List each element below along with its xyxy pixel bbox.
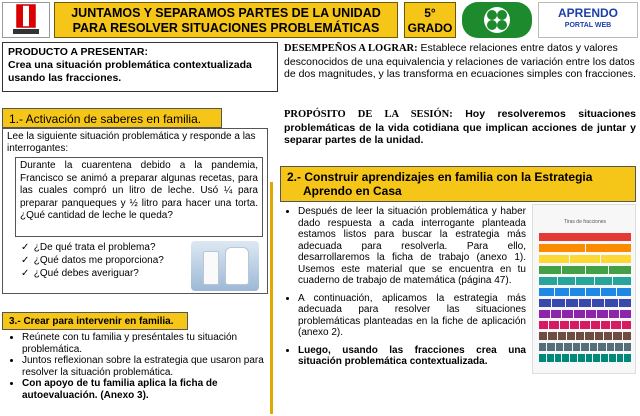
fraction-strip-row bbox=[539, 354, 631, 362]
fraction-strip-cell bbox=[539, 266, 561, 274]
desempenos-block bbox=[282, 42, 638, 81]
fraction-strip-cell bbox=[539, 354, 546, 362]
product-label: PRODUCTO A PRESENTAR: bbox=[8, 46, 149, 58]
question-text: ¿Qué datos me proporciona? bbox=[33, 255, 164, 266]
milk-glass-icon bbox=[203, 251, 219, 285]
fraction-strip-cell bbox=[586, 310, 597, 318]
fraction-strip-cell bbox=[601, 288, 616, 296]
fraction-strip-cell bbox=[573, 343, 580, 351]
fraction-strip-cell bbox=[617, 288, 632, 296]
list-item: • Luego, usando las fracciones crea una situación problemática contextualizada. bbox=[298, 345, 526, 368]
fraction-strip-cell bbox=[586, 354, 593, 362]
fraction-strip-cell bbox=[539, 244, 585, 252]
list-item: • Juntos reflexionan sobre la estrategia que usaron para resolver la situación problemática. bbox=[22, 355, 268, 378]
desempenos-label: DESEMPEÑOS A LOGRAR: bbox=[284, 43, 418, 54]
fraction-strip-row bbox=[539, 343, 631, 351]
fraction-strips-image bbox=[532, 204, 636, 374]
list-item: • A continuación, aplicamos la estrategia más adecuada para resolver las situaciones problemáticas planteadas en la fiche de aplicación (anexo 2). bbox=[298, 293, 526, 339]
fraction-strip-cell bbox=[551, 310, 562, 318]
proposito-label: PROPÓSITO DE LA SESIÓN: bbox=[284, 109, 453, 120]
fraction-strip-cell bbox=[604, 332, 612, 340]
fraction-strip-cell bbox=[548, 332, 556, 340]
section3-header: 3.- Crear para intervenir en familia. bbox=[2, 312, 188, 330]
fraction-strip-cell bbox=[539, 255, 569, 263]
fraction-strip-cell bbox=[555, 288, 570, 296]
fraction-strip-cell bbox=[558, 332, 566, 340]
list-item bbox=[21, 254, 181, 267]
fraction-strip-cell bbox=[586, 244, 632, 252]
fraction-strip-cell bbox=[570, 288, 585, 296]
fraction-strip-cell bbox=[560, 321, 569, 329]
fraction-strip-row bbox=[539, 321, 631, 329]
fraction-strip-row bbox=[539, 255, 631, 263]
section3-body bbox=[2, 330, 268, 414]
section2-title-line1: 2.- Construir aprendizajes en familia con la Estrategia bbox=[287, 170, 593, 184]
fraction-strip-cell bbox=[622, 321, 631, 329]
fraction-strip-cell bbox=[574, 310, 585, 318]
fraction-strip-cell bbox=[595, 277, 613, 285]
check-icon: ✓ bbox=[21, 268, 30, 279]
fraction-strip-cell bbox=[581, 343, 588, 351]
fraction-strip-cell bbox=[601, 354, 608, 362]
list-item: • Después de leer la situación problemática y haber dado respuesta a cada interrogante planteada estamos listos para buscar la estrategia más adecuada para resolverla. Para ello, desarrollaremos la ficha de trabajo (anexo 1). Usemos este material que se encuentra en tu cuaderno de trabajo de matemática (página 47). bbox=[298, 206, 526, 287]
questions-list bbox=[21, 241, 181, 280]
section1-body bbox=[2, 128, 268, 294]
fraction-strip-cell bbox=[597, 310, 608, 318]
fraction-strip-cell bbox=[562, 354, 569, 362]
fraction-strip-cell bbox=[595, 332, 603, 340]
question-text: ¿De qué trata el problema? bbox=[33, 242, 156, 253]
fraction-strip-row bbox=[539, 233, 631, 241]
page-title-line1: JUNTAMOS Y SEPARAMOS PARTES DE LA UNIDAD bbox=[71, 6, 381, 20]
proposito-text: Hoy resolveremos situaciones problemáticas de la vida cotidiana que implican acciones de juntar y separar partes de la unidad. bbox=[284, 108, 637, 146]
fraction-strip-cell bbox=[593, 354, 600, 362]
fraction-strip-cell bbox=[555, 354, 562, 362]
fraction-strip-cell bbox=[547, 343, 554, 351]
section-divider bbox=[270, 182, 273, 414]
list-item bbox=[21, 267, 181, 280]
desempenos-text: Establece relaciones entre datos y valores desconocidos de una equivalencia y relaciones de variación entre los datos de dos magnitudes, y las transforma en ecuaciones simples con fracciones. bbox=[284, 42, 636, 80]
fraction-strip-cell bbox=[613, 277, 631, 285]
fraction-strip-cell bbox=[556, 343, 563, 351]
product-box bbox=[2, 42, 278, 92]
fraction-strip-cell bbox=[547, 354, 554, 362]
list-item: • Reúnete con tu familia y preséntales tu situación problemática. bbox=[22, 332, 268, 355]
fraction-strip-cell bbox=[624, 343, 631, 351]
fraction-strip-cell bbox=[624, 354, 631, 362]
fraction-strip-cell bbox=[562, 266, 584, 274]
grade-label: GRADO bbox=[407, 21, 453, 35]
fraction-strip-cell bbox=[580, 321, 589, 329]
fraction-strip-cell bbox=[570, 321, 579, 329]
fraction-strip-cell bbox=[539, 321, 548, 329]
fraction-strip-cell bbox=[558, 277, 576, 285]
section1-intro: Lee la siguiente situación problemática y responde a las interrogantes: bbox=[7, 131, 256, 154]
fraction-strip-row bbox=[539, 332, 631, 340]
fraction-strip-cell bbox=[601, 321, 610, 329]
fraction-strip-cell bbox=[613, 332, 621, 340]
section2-body bbox=[282, 206, 526, 374]
page-title-line2: PARA RESOLVER SITUACIONES PROBLEMÁTICAS bbox=[72, 21, 380, 35]
fraction-strip-cell bbox=[609, 354, 616, 362]
fraction-strip-cell bbox=[539, 288, 554, 296]
fraction-strip-cell bbox=[570, 354, 577, 362]
fraction-strip-cell bbox=[592, 299, 604, 307]
fraction-strip-cell bbox=[576, 332, 584, 340]
grade-number: 5° bbox=[424, 6, 436, 20]
fraction-strip-cell bbox=[539, 332, 547, 340]
school-logo bbox=[2, 2, 50, 38]
section2-title-line2: Aprendo en Casa bbox=[303, 184, 402, 198]
fraction-strip-cell bbox=[601, 255, 631, 263]
fraction-strip-cell bbox=[562, 310, 573, 318]
fraction-strip-cell bbox=[585, 332, 593, 340]
fraction-strip-cell bbox=[607, 343, 614, 351]
list-item: • Con apoyo de tu familia aplica la ficha de autoevaluación. (Anexo 3). bbox=[22, 378, 268, 401]
aprendo-logo-text: APRENDO bbox=[557, 6, 618, 20]
fraction-strip-cell bbox=[578, 354, 585, 362]
aprendo-logo bbox=[538, 2, 638, 38]
fraction-strip-cell bbox=[539, 310, 550, 318]
fraction-strip-row bbox=[539, 310, 631, 318]
fraction-strip-cell bbox=[598, 343, 605, 351]
fraction-strip-cell bbox=[564, 343, 571, 351]
check-icon: ✓ bbox=[21, 255, 30, 266]
fraction-strip-cell bbox=[605, 299, 617, 307]
clover-logo bbox=[462, 2, 532, 38]
fraction-strip-cell bbox=[549, 321, 558, 329]
fraction-strip-cell bbox=[611, 321, 620, 329]
fraction-strip-row bbox=[539, 299, 631, 307]
milk-image bbox=[191, 241, 259, 291]
fraction-strip-cell bbox=[591, 321, 600, 329]
fraction-strip-cell bbox=[609, 266, 631, 274]
problem-story: Durante la cuarentena debido a la pandemia, Francisco se animó a preparar algunas recetas, para las cuales compró un litro de leche. Usó ¼ para preparar panqueques y ½ litro para hacer una torta. ¿Qué cantidad de leche le queda? bbox=[15, 157, 263, 237]
page-title bbox=[54, 2, 398, 38]
fraction-strip-row bbox=[539, 244, 631, 252]
fraction-strip-cell bbox=[566, 299, 578, 307]
fraction-strip-cell bbox=[539, 277, 557, 285]
fraction-strip-cell bbox=[620, 310, 631, 318]
fraction-strip-cell bbox=[590, 343, 597, 351]
question-text: ¿Qué debes averiguar? bbox=[33, 268, 139, 279]
fraction-strip-cell bbox=[619, 299, 631, 307]
fraction-strip-cell bbox=[552, 299, 564, 307]
section2-header bbox=[280, 166, 636, 202]
fraction-strip-row bbox=[539, 266, 631, 274]
fraction-strip-cell bbox=[579, 299, 591, 307]
check-icon: ✓ bbox=[21, 242, 30, 253]
product-text: Crea una situación problemática contextualizada usando las fracciones. bbox=[8, 59, 252, 84]
fraction-strip-cell bbox=[576, 277, 594, 285]
fraction-strip-cell bbox=[615, 343, 622, 351]
aprendo-logo-subtext: PORTAL WEB bbox=[564, 22, 612, 29]
fraction-strip-cell bbox=[539, 299, 551, 307]
fraction-strip-row bbox=[539, 288, 631, 296]
grade-badge bbox=[404, 2, 456, 38]
proposito-block bbox=[282, 108, 638, 147]
fraction-strip-row bbox=[539, 277, 631, 285]
list-item bbox=[21, 241, 181, 254]
fraction-strip-cell bbox=[617, 354, 624, 362]
milk-jug-icon bbox=[225, 247, 249, 285]
fraction-strip-cell bbox=[567, 332, 575, 340]
section1-header: 1.- Activación de saberes en familia. bbox=[2, 108, 222, 128]
fraction-strip-cell bbox=[586, 288, 601, 296]
fraction-strip-cell bbox=[570, 255, 600, 263]
fraction-strip-cell bbox=[539, 233, 631, 241]
fraction-strip-cell bbox=[623, 332, 631, 340]
fraction-strip-cell bbox=[539, 343, 546, 351]
fraction-strip-cell bbox=[609, 310, 620, 318]
fraction-chart-title: Tiras de fracciones bbox=[563, 219, 607, 225]
fraction-strip-cell bbox=[586, 266, 608, 274]
